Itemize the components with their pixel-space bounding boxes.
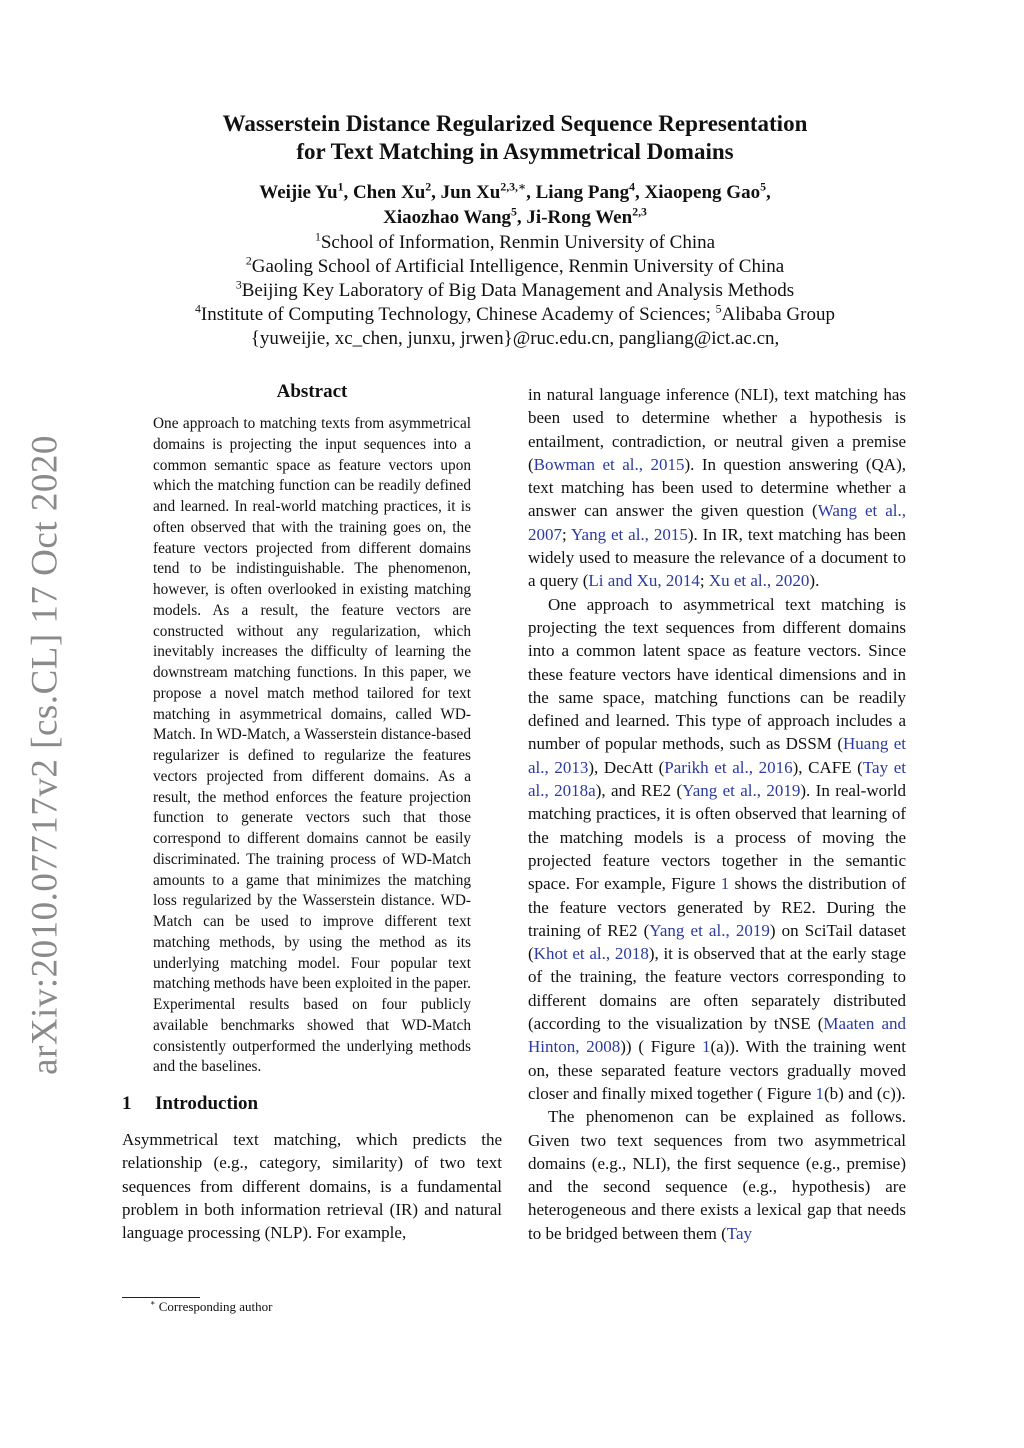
paragraph-text: ), CAFE (: [792, 757, 863, 777]
citation-link[interactable]: 1: [701, 1037, 711, 1057]
paragraph-text: ) on SciTail dataset (: [528, 920, 906, 964]
left-column: [122, 380, 502, 1244]
abstract-body: One approach to matching texts from asymmetrical domains is projecting the input sequences into a common semantic space as feature vectors upon which the matching function can be readily defined and learned. In real-world matching practices, it is often observed that with the training goes on, the feature vectors projected from different domains tend to be indistinguishable. The phenomenon, however, is often overlooked in existing matching models. As a result, the feature vectors are constructed without any regularization, which inevitably increases the difficulty of learning the downstream matching functions. In this paper, we propose a novel match method tailored for text matching in asymmetrical domains, called WD-Match. In WD-Match, a Wasserstein distance-based regularizer is defined to regularize the features vectors projected from different domains. As a result, the method enforces the feature projection function to generate vectors such that those correspond to different domains cannot be easily discriminated. The training process of WD-Match amounts to a game that minimizes the matching loss regularized by the Wasserstein distance. WD-Match can be used to improve different text matching methods, by using the method as its underlying matching model. Four popular text matching methods have been exploited in the paper. Experimental results based on four publicly available benchmarks showed that WD-Match consistently outperformed the underlying methods and the baselines.: [153, 415, 471, 1076]
affiliation-1: $^1$School of Information, Renmin University of China: [314, 230, 716, 253]
citation-link[interactable]: Yang et al., 2015: [570, 524, 688, 544]
author: Xiaopeng Gao$^5$: [644, 180, 766, 203]
footnote-divider: [122, 1297, 200, 1298]
paragraph-text: in natural language inference (NLI), text matching has been used to determine whether a hypothesis is entailment, contradiction, or neutral given a premise (: [528, 385, 906, 474]
footnote-text: Corresponding author: [158, 1299, 273, 1314]
paragraph-text: ;: [562, 524, 571, 544]
affiliations: [100, 231, 930, 351]
author-line-2: Xiaozhao Wang$^5$, Ji-Rong Wen$^{2,3}$: [383, 205, 647, 228]
paragraph-text: ). In real-world matching practices, it is often observed that learning of the matching models is a process of moving the projected feature vectors together in the semantic space. For example, Figure: [528, 781, 906, 894]
affiliation-4-5: $^4$Institute of Computing Technology, Chinese Academy of Sciences; $^5$Alibaba Group: [195, 302, 835, 325]
citation-link[interactable]: Huang et al., 2013: [528, 734, 906, 777]
paragraph-text: ), it is observed that at the early stage of the training, the feature vectors corresponding to different domains are often separately distributed (according to the visualization by tNSE (: [528, 944, 907, 1034]
arxiv-identifier: arXiv:2010.07717v2 [cs.CL] 17 Oct 2020: [24, 435, 66, 1075]
intro-paragraph-2: [528, 593, 906, 1106]
citation-link[interactable]: Wang et al., 2007: [528, 501, 906, 544]
footnote-mark: ∗: [150, 1298, 156, 1308]
paragraph-text: (a)). With the training went on, these separated feature vectors gradually moved closer and finally mixed together ( Figure: [528, 1037, 906, 1103]
author: Chen Xu$^2$: [352, 180, 432, 203]
affiliation-3: $^3$Beijing Key Laboratory of Big Data Management and Analysis Methods: [235, 278, 795, 301]
intro-paragraph-continued: [528, 383, 906, 593]
author-emails: {yuweijie, xc_chen, junxu, jrwen}@ruc.edu.cn, pangliang@ict.ac.cn,: [250, 328, 780, 349]
title-line-1: Wasserstein Distance Regularized Sequence Representation: [222, 111, 808, 136]
author: Jun $Xu^{2,3,∗}$: [440, 180, 527, 203]
paragraph-text: (b) and (c)).: [824, 1083, 906, 1103]
right-column: [528, 383, 906, 1245]
footnote: [150, 1299, 272, 1315]
title-line-2: for Text Matching in Asymmetrical Domains: [296, 139, 734, 164]
paper-header: [100, 110, 930, 351]
citation-link[interactable]: Maaten and Hinton, 2008: [528, 1014, 906, 1057]
paragraph-text: ). In question answering (QA), text matching has been used to determine whether a answer can answer the given question (: [528, 454, 906, 521]
paragraph-text: ), and RE2 (: [595, 781, 683, 801]
section-title: Introduction: [155, 1093, 259, 1114]
author: Weijie Yu$^1$: [259, 180, 344, 203]
citation-link[interactable]: 1: [720, 874, 730, 894]
arxiv-sidebar: [20, 435, 70, 1075]
introduction-heading: [122, 1092, 502, 1116]
paragraph-text: ). In IR, text matching has been widely used to measure the relevance of a document to a query (: [528, 524, 906, 591]
paragraph-text: )) ( Figure: [620, 1037, 702, 1057]
paragraph-text: One approach to asymmetrical text matching is projecting the text sequences from different domains into a common latent space as feature vectors. Since these feature vectors have identical dimensions and in the same space, matching functions can be readily defined and learned. This type of approach includes a number of popular methods, such as DSSM (: [528, 594, 906, 754]
paragraph-text: shows the distribution of the feature vectors generated by RE2. During the training of RE2 (: [528, 874, 906, 940]
paper-title: [100, 110, 930, 166]
citation-link[interactable]: Parikh et al., 2016: [664, 757, 793, 777]
paragraph-text: ), DecAtt (: [588, 757, 665, 777]
citation-link[interactable]: Khot et al., 2018: [533, 944, 649, 964]
intro-paragraph-3: [528, 1105, 906, 1245]
citation-link[interactable]: Tay: [726, 1223, 752, 1243]
author: Ji-Rong Wen$^{2,3}$: [526, 205, 647, 228]
author-line-1: Weijie Yu$^1$, Chen Xu$^2$, Jun $Xu^{2,3,∗}$, Liang Pang$^4$, Xiaopeng Gao$^5$,: [259, 180, 771, 203]
paragraph-text: ).: [809, 571, 820, 591]
introduction-paragraph-1: Asymmetrical text matching, which predicts the relationship (e.g., category, similarity) of two text sequences from different domains, is a fundamental problem in both information retrieval (IR) and natural language processing (NLP). For example,: [122, 1130, 502, 1243]
author: Xiaozhao Wang$^5$: [383, 205, 517, 228]
paragraph-text: ;: [699, 571, 709, 591]
affiliation-2: $^2$Gaoling School of Artificial Intelligence, Renmin University of China: [245, 254, 785, 277]
citation-link[interactable]: Yang et al., 2019: [682, 781, 801, 801]
author: Liang Pang$^4$: [535, 180, 635, 203]
citation-link[interactable]: Bowman et al., 2015: [533, 454, 685, 474]
citation-link[interactable]: Tay et al., 2018a: [528, 757, 906, 801]
section-number: 1: [122, 1093, 132, 1114]
citation-link[interactable]: Xu et al., 2020: [708, 571, 810, 591]
paragraph-text: The phenomenon can be explained as follows. Given two text sequences from two asymmetrical domains (e.g., NLI), the first sequence (e.g., premise) and the second sequence (e.g., hypothesis) are heterogeneous and there exists a lexical gap that needs to be bridged between them (: [528, 1107, 906, 1243]
citation-link[interactable]: Li and Xu, 2014: [588, 571, 700, 591]
citation-link[interactable]: 1: [815, 1083, 824, 1103]
citation-link[interactable]: Yang et al., 2019: [649, 920, 770, 940]
abstract-heading: Abstract: [276, 381, 348, 402]
author-list: [100, 180, 930, 230]
